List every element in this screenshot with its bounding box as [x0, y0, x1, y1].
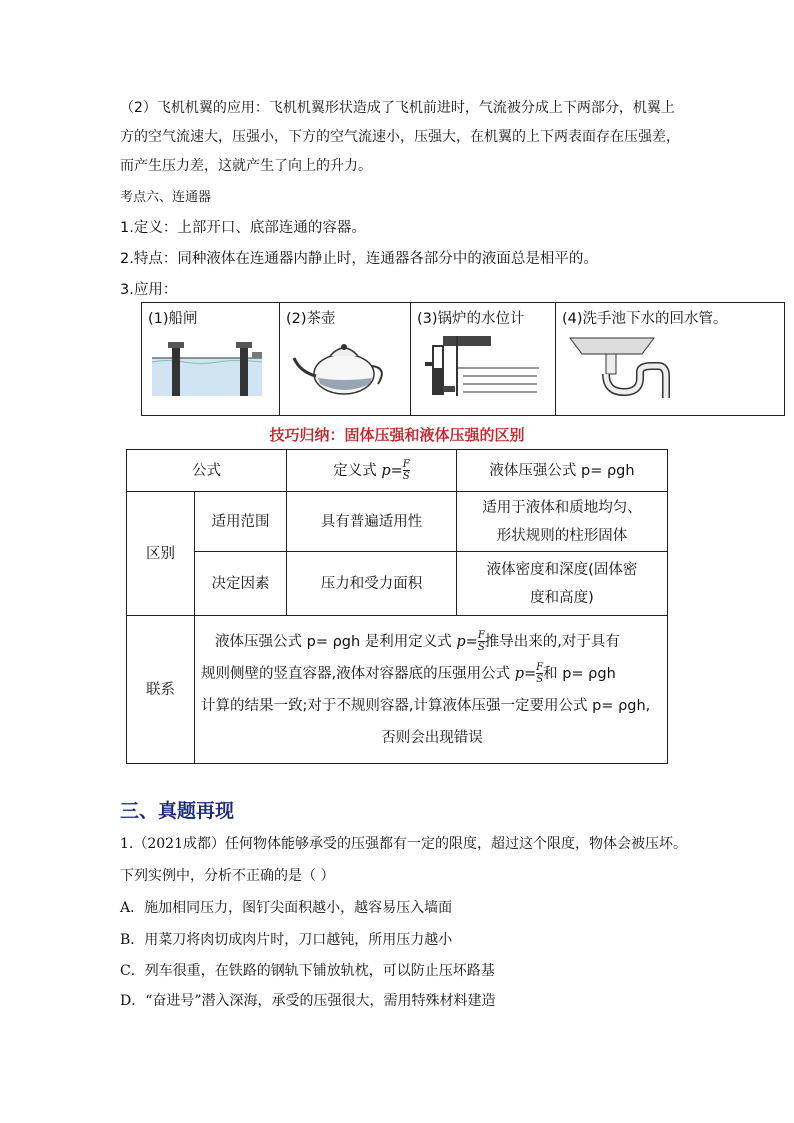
app-cell-boiler: [411, 303, 556, 416]
relation-p-1: p=: [456, 633, 478, 650]
definition-formula: [287, 450, 457, 492]
relation-line-4: 否则会出现错误: [381, 729, 483, 746]
relation-fraction-1: [478, 630, 485, 653]
def-formula-prefix: 定义式: [333, 462, 382, 479]
factor-label: 决定因素: [195, 552, 287, 616]
question-stem-1: 1.（2021成都）任何物体能够承受的压强都有一定的限度，超过这个限度，物体会被压坏。: [120, 836, 687, 852]
relation-text-2a: 规则侧壁的竖直容器,液体对容器底的压强用公式: [201, 665, 515, 682]
frac-numerator: F: [402, 459, 410, 470]
app-label-teapot: (2)茶壶: [286, 311, 336, 327]
relation-line-2: [201, 658, 663, 690]
liquid-formula: 液体压强公式 p= ρgh: [457, 450, 668, 492]
app-label-boiler: (3)锅炉的水位计: [417, 311, 525, 327]
relation-text-2b: 和 p= ρgh: [543, 665, 616, 682]
formula-label: 公式: [127, 450, 287, 492]
wing-line-3: 而产生压力差，这就产生了向上的升力。: [120, 158, 372, 174]
application-line: 3.应用：: [120, 282, 178, 298]
wing-line-1: （2）飞机机翼的应用：飞机机翼形状造成了飞机前进时，气流被分成上下两部分，机翼上: [120, 100, 675, 116]
relation-frac-num-2: F: [536, 662, 544, 673]
relation-frac-den-2: S: [536, 674, 544, 685]
option-a: A．施加相同压力，图钉尖面积越小，越容易压入墙面: [120, 900, 453, 916]
def-formula-fraction: [403, 459, 410, 482]
comparison-table: [126, 449, 668, 764]
relation-frac-den-1: S: [477, 642, 485, 653]
feature-line: 2.特点：同种液体在连通器内静止时，连通器各部分中的液面总是相平的。: [120, 251, 598, 267]
relation-text: [195, 616, 668, 764]
relation-label: 联系: [127, 616, 195, 764]
factor-liquid-line-2: 度和高度): [530, 589, 594, 606]
scope-liquid: [457, 492, 668, 552]
relation-text-1a: 液体压强公式 p= ρgh 是利用定义式: [215, 633, 457, 650]
definition-line: 1.定义：上部开口、底部连通的容器。: [120, 220, 366, 236]
section-title-real-questions: 三、真题再现: [120, 800, 235, 822]
option-b: B．用菜刀将肉切成肉片时，刀口越钝，所用压力越小: [120, 932, 453, 948]
relation-text-1b: 推导出来的,对于具有: [484, 633, 620, 650]
factor-liquid-line-1: 液体密度和深度(固体密: [486, 561, 638, 578]
applications-table: [141, 302, 785, 416]
relation-p-2: p=: [514, 665, 537, 682]
relation-line-3: 计算的结果一致;对于不规则容器,计算液体压强一定要用公式 p= ρgh,: [201, 697, 651, 714]
question-stem-2: 下列实例中，分析不正确的是（ ）: [120, 868, 335, 884]
relation-line-1: [201, 626, 663, 658]
scope-solid: 具有普遍适用性: [287, 492, 457, 552]
app-cell-teapot: [280, 303, 411, 416]
boiler-gauge-icon: [417, 332, 541, 398]
def-formula-p: p=: [381, 462, 403, 479]
factor-solid: 压力和受力面积: [287, 552, 457, 616]
frac-denominator: S: [402, 471, 410, 482]
difference-label: 区别: [127, 492, 195, 616]
teapot-icon: [286, 332, 396, 398]
app-cell-sink: [556, 303, 785, 416]
wing-paragraph: [120, 94, 680, 181]
scope-liquid-line-1: 适用于液体和质地均匀、: [482, 499, 642, 516]
tips-title: 技巧归纳：固体压强和液体压强的区别: [269, 426, 525, 444]
relation-frac-num-1: F: [477, 630, 485, 641]
scope-liquid-line-2: 形状规则的柱形固体: [496, 527, 628, 544]
app-label-ship-lock: (1)船闸: [148, 311, 198, 327]
ship-lock-icon: [148, 332, 266, 398]
app-cell-ship-lock: [142, 303, 280, 416]
app-label-sink: (4)洗手池下水的回水管。: [562, 311, 728, 327]
section6-heading: 考点六、连通器: [120, 190, 212, 205]
sink-trap-icon: [562, 332, 702, 398]
wing-line-2: 方的空气流速大，压强小，下方的空气流速小，压强大，在机翼的上下两表面存在压强差，: [120, 129, 680, 145]
option-d: D．“奋进号”潜入深海，承受的压强很大，需用特殊材料建造: [120, 993, 496, 1009]
factor-liquid: [457, 552, 668, 616]
scope-label: 适用范围: [195, 492, 287, 552]
option-c: C．列车很重，在铁路的钢轨下铺放轨枕，可以防止压坏路基: [120, 963, 495, 979]
